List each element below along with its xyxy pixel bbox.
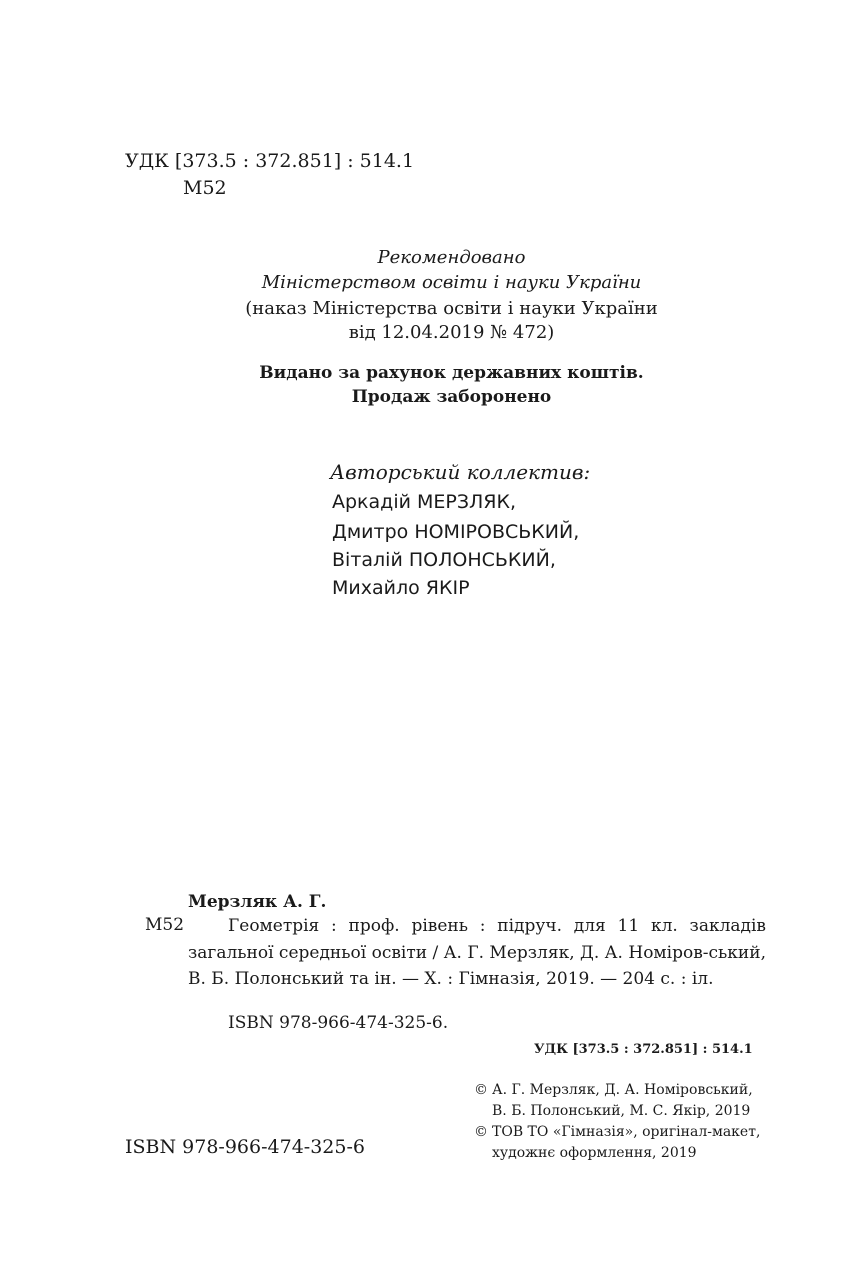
author-name: Дмитро НОМІРОВСЬКИЙ, <box>332 521 580 543</box>
order-line-2: від 12.04.2019 № 472) <box>348 322 555 343</box>
authors-heading: Авторський коллектив: <box>330 460 591 484</box>
copyright-line <box>474 1080 760 1101</box>
copyright-line: художнє оформлення, 2019 <box>492 1145 697 1161</box>
udc-code-top: УДК [373.5 : 372.851] : 514.1 <box>125 150 415 172</box>
funding-line-2: Продаж заборонено <box>351 387 552 407</box>
catalog-author: Мерзляк А. Г. <box>188 892 327 912</box>
copyright-line: В. Б. Полонський, М. С. Якір, 2019 <box>492 1103 751 1119</box>
copyright-line <box>474 1122 760 1143</box>
order-line-1: (наказ Міністерства освіти і науки України <box>245 298 658 319</box>
isbn-bottom: ISBN 978-966-474-325-6 <box>125 1136 365 1158</box>
copyright-symbol: © <box>474 1124 488 1140</box>
catalog-udc: УДК [373.5 : 372.851] : 514.1 <box>534 1042 753 1057</box>
funding-line-1: Видано за рахунок державних коштів. <box>259 363 644 383</box>
copyright-text: А. Г. Мерзляк, Д. А. Номіровський, <box>492 1082 753 1098</box>
catalog-description: Геометрія : проф. рівень : підруч. для 11 кл. закладів загальної середньої освіти / А. Г. Мерзляк, Д. А. Номіров-ський, В. Б. Полонський та ін. — Х. : Гімназія, 2019. — 204 с. : іл. <box>188 916 766 989</box>
recommendation-line-2: Міністерством освіти і науки України <box>261 272 642 293</box>
copyright-block <box>474 1080 760 1164</box>
recommendation-line-1: Рекомендовано <box>377 247 526 268</box>
author-name: Віталій ПОЛОНСЬКИЙ, <box>332 549 556 571</box>
author-code-top: М52 <box>183 177 227 199</box>
author-name: Аркадій МЕРЗЛЯК, <box>332 491 517 513</box>
catalog-isbn: ISBN 978-966-474-325-6. <box>228 1013 449 1033</box>
author-name: Михайло ЯКІР <box>332 577 470 599</box>
copyright-text: ТОВ ТО «Гімназія», оригінал-макет, <box>492 1124 761 1140</box>
catalog-code: М52 <box>145 915 185 935</box>
copyright-symbol: © <box>474 1082 488 1098</box>
